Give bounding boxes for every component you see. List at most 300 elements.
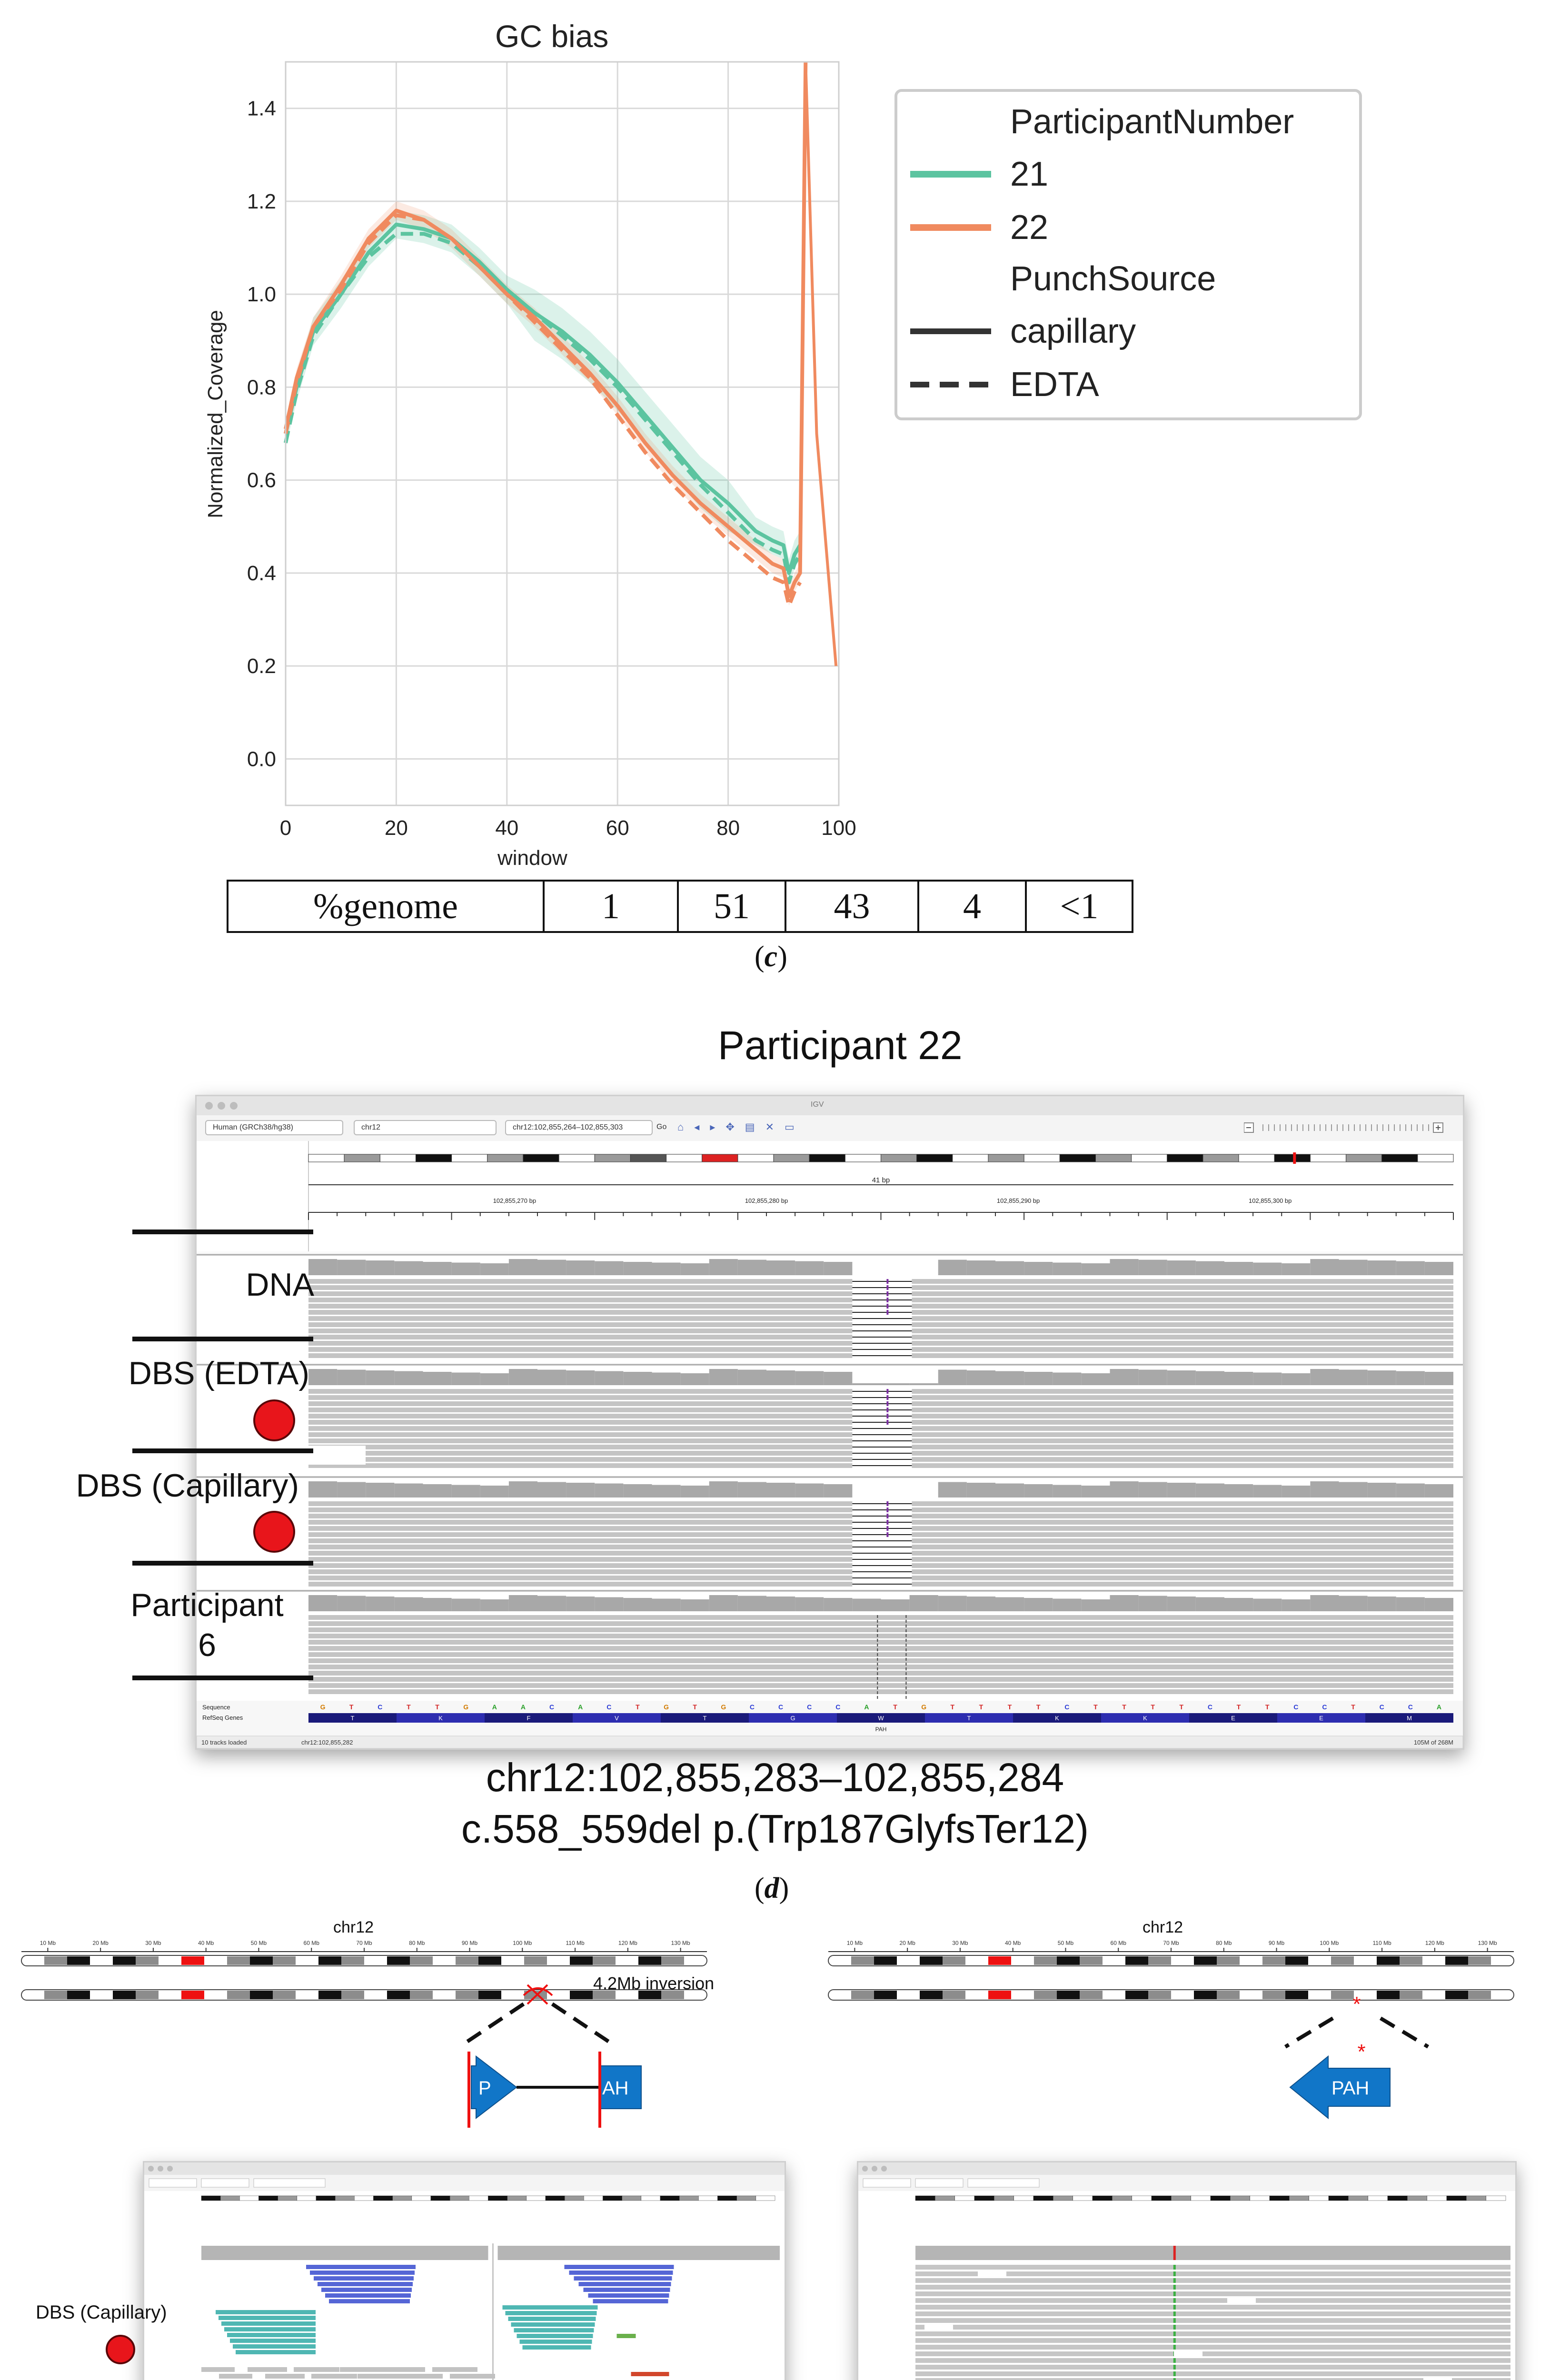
coverage-area (915, 2246, 1510, 2260)
legend-style-title: PunchSource (1010, 260, 1216, 298)
read-gap (924, 2325, 953, 2330)
coverage-bar (995, 1371, 1024, 1386)
amino-acid-label: K (1143, 1715, 1147, 1722)
mb-ruler-label: 30 Mb (145, 1940, 161, 1946)
chromosome-band (1194, 1956, 1217, 1965)
zoom-dash (467, 2004, 524, 2042)
mini-ideogram-band (1132, 2196, 1152, 2201)
coverage-bar (967, 1370, 995, 1385)
read (912, 1576, 1453, 1580)
coverage-bar (1081, 1486, 1110, 1497)
sequence-base: T (950, 1703, 955, 1711)
read-gap (1227, 2298, 1256, 2303)
ideogram-band (523, 1154, 559, 1162)
mini-ideogram-band (354, 2196, 373, 2201)
read (308, 1507, 852, 1512)
snv-star: * (1352, 1993, 1361, 2016)
read (912, 1408, 1453, 1412)
chromosome-band (1377, 1956, 1400, 1965)
mini-ideogram-band (507, 2196, 527, 2201)
mb-ruler-label: 90 Mb (461, 1940, 478, 1946)
mini-ideogram-band (1014, 2196, 1033, 2201)
coverage-bar (1368, 1370, 1396, 1385)
read (308, 1689, 1453, 1694)
mini-ideogram-band (756, 2196, 775, 2201)
coverage-bar (1053, 1485, 1081, 1498)
coverage-bar (1253, 1599, 1282, 1612)
chromosome-band (1468, 1991, 1491, 1999)
chromosome-band (1057, 1991, 1080, 1999)
read (308, 1310, 852, 1315)
coverage-bar (1425, 1484, 1453, 1497)
mini-ideogram-band (1112, 2196, 1132, 2201)
read (308, 1291, 852, 1296)
locus-input[interactable]: chr12:102,855,264–102,855,303 (505, 1120, 653, 1135)
snv-base (1173, 2298, 1176, 2303)
coverage-bar (1196, 1484, 1224, 1498)
mini-genome-box (149, 2179, 197, 2187)
ideogram-locus-marker (1293, 1152, 1296, 1164)
deletion-marker (886, 1279, 888, 1284)
read-gap (1174, 2351, 1202, 2356)
igv-window-snv[interactable] (857, 2161, 1517, 2380)
igv-tracks[interactable] (197, 1141, 1463, 1748)
coverage-bar (1024, 1598, 1053, 1611)
go-button[interactable]: Go (656, 1123, 667, 1131)
coverage-bar (1139, 1596, 1167, 1612)
sequence-base: C (778, 1703, 784, 1711)
mini-ideogram-band (1230, 2196, 1250, 2201)
read (308, 1671, 1453, 1676)
chromosome-band (44, 1991, 67, 1999)
gray-read (340, 2367, 392, 2372)
coverage-bar (452, 1485, 480, 1498)
coverage-bar (1110, 1481, 1139, 1497)
chromosome-band (136, 1956, 159, 1965)
read (308, 1582, 852, 1587)
coverage-bar (595, 1597, 623, 1612)
blue-read (565, 2265, 674, 2269)
variant-hgvs: c.558_559del p.(Trp187GlyfsTer12) (461, 1806, 1089, 1851)
ideogram-band (702, 1154, 738, 1162)
coverage-bar (995, 1597, 1024, 1612)
chromosome-band (318, 1956, 341, 1965)
mini-ideogram-band (915, 2196, 935, 2201)
mini-ideogram-band (469, 2196, 488, 2201)
chromosome-band (250, 1956, 273, 1965)
gray-read (915, 2311, 1510, 2316)
chromosome-band (1148, 1991, 1171, 1999)
mini-ideogram-band (297, 2196, 316, 2201)
coverage-bar (738, 1482, 766, 1498)
coverage-bar (480, 1373, 509, 1385)
amino-acid-label: G (790, 1715, 795, 1722)
status-bar (197, 1736, 1463, 1748)
read (308, 1615, 1453, 1620)
teal-read (511, 2322, 595, 2327)
sequence-base: G (320, 1703, 326, 1711)
coverage-bar (910, 1383, 938, 1385)
deletion-marker (886, 1389, 888, 1394)
gray-read (915, 2265, 1510, 2270)
panel-letter-c: (c) (755, 941, 787, 973)
chromosome-band (410, 1991, 433, 1999)
legend-entry-capillary: capillary (1010, 312, 1136, 350)
mini-ideogram-band (1191, 2196, 1211, 2201)
y-tick-label: 0.8 (247, 376, 276, 399)
ideogram-band (953, 1154, 988, 1162)
mb-ruler-label: 70 Mb (1163, 1940, 1179, 1946)
y-tick-label: 0.0 (247, 747, 276, 771)
read (308, 1545, 852, 1549)
ideogram-band (1239, 1154, 1274, 1162)
coverage-bar (308, 1369, 337, 1385)
mini-window-dot (881, 2166, 887, 2172)
mini-ideogram-band (316, 2196, 335, 2201)
span-label: 41 bp (872, 1176, 890, 1184)
coverage-bar (1396, 1597, 1425, 1612)
sequence-base: T (1122, 1703, 1126, 1711)
window-close-dot[interactable] (205, 1102, 213, 1110)
mini-title-bar (144, 2162, 785, 2175)
coverage-bar (852, 1383, 881, 1385)
read (308, 1335, 852, 1339)
chromosome-band (1445, 1991, 1468, 1999)
mini-genome-box (863, 2179, 911, 2187)
refseq-label: RefSeq Genes (202, 1714, 243, 1721)
chromosome-band (341, 1956, 364, 1965)
mb-ruler-label: 80 Mb (1216, 1940, 1232, 1946)
chromosome-band (1400, 1991, 1422, 1999)
sequence-base: A (492, 1703, 497, 1711)
coverage-bar (1396, 1484, 1425, 1498)
chromosome-band (273, 1956, 296, 1965)
coverage-bar (1196, 1261, 1224, 1276)
coverage-bar (766, 1370, 795, 1385)
gray-read (915, 2331, 1510, 2336)
mini-ideogram-band (1388, 2196, 1407, 2201)
snv-coverage-marker (1173, 2246, 1176, 2260)
gray-read (915, 2351, 1510, 2356)
teal-read (517, 2334, 593, 2338)
read (308, 1551, 852, 1556)
chromosome-band (1125, 1991, 1148, 1999)
sequence-base: G (721, 1703, 726, 1711)
sequence-base: T (1179, 1703, 1184, 1711)
mini-ideogram-band (974, 2196, 994, 2201)
read (912, 1420, 1453, 1425)
read (912, 1353, 1453, 1358)
read (308, 1658, 1453, 1663)
coverage-bar (681, 1599, 709, 1611)
coverage-bar (423, 1484, 452, 1497)
coverage-bar (509, 1595, 537, 1611)
read (912, 1457, 1453, 1462)
coverage-bar (709, 1369, 738, 1385)
chromosome-band (67, 1991, 90, 1999)
blue-read (584, 2288, 670, 2292)
coverage-bar (738, 1596, 766, 1612)
mini-ideogram-band (1309, 2196, 1329, 2201)
coverage-bar (881, 1383, 910, 1385)
read (308, 1640, 1453, 1645)
snv-base (1173, 2358, 1176, 2363)
sequence-base: T (435, 1703, 439, 1711)
coverage-bar (1368, 1260, 1396, 1275)
ruler-tick-label: 102,855,300 bp (1249, 1197, 1292, 1204)
mb-ruler-label: 120 Mb (618, 1940, 637, 1946)
chromosome-band (1034, 1956, 1057, 1965)
status-memory: 105M of 268M (1413, 1739, 1453, 1746)
genome-table-cell: 51 (678, 881, 785, 932)
chromosome-band (1057, 1956, 1080, 1965)
coverage-bar (452, 1599, 480, 1612)
ideogram-band (1274, 1154, 1310, 1162)
deletion-marker (886, 1408, 888, 1412)
read (308, 1329, 852, 1333)
coverage-bar (795, 1597, 824, 1612)
deletion-marker (886, 1514, 888, 1518)
chromosome-band (593, 1956, 616, 1965)
snv-base (1173, 2305, 1176, 2310)
read (912, 1451, 1453, 1456)
chrom-label-left: chr12 (333, 1918, 374, 1936)
gray-read (265, 2374, 305, 2379)
coverage-bar (1196, 1371, 1224, 1386)
chromosome-band (181, 1991, 204, 1999)
coverage-bar (1081, 1373, 1110, 1385)
mini-chrom-box (915, 2179, 963, 2187)
read-gap (1423, 2378, 1452, 2380)
coverage-bar (394, 1597, 423, 1612)
mb-ruler-label: 110 Mb (566, 1940, 585, 1946)
gray-read (915, 2371, 1510, 2376)
sequence-base: C (807, 1703, 812, 1711)
mb-ruler-label: 20 Mb (899, 1940, 915, 1946)
read (308, 1426, 852, 1431)
read (912, 1329, 1453, 1333)
coverage-bar (337, 1370, 366, 1386)
y-tick-label: 1.0 (247, 283, 276, 307)
coverage-bar (795, 1484, 824, 1498)
sequence-base: T (1151, 1703, 1155, 1711)
coverage-bar (366, 1597, 394, 1611)
coverage-bar (1282, 1373, 1310, 1385)
coverage-bar (1425, 1262, 1453, 1275)
ideogram-band (1167, 1154, 1203, 1162)
teal-read (219, 2316, 316, 2320)
deletion-marker (886, 1501, 888, 1506)
coverage-bar (681, 1486, 709, 1497)
coverage-bar (1110, 1369, 1139, 1385)
mb-ruler-label: 80 Mb (409, 1940, 425, 1946)
mini-chrom-box (201, 2179, 249, 2187)
chromosome-band (227, 1991, 250, 1999)
read (912, 1341, 1453, 1346)
chromosome-band (1285, 1956, 1308, 1965)
read (308, 1420, 852, 1425)
coverage-bar (1425, 1372, 1453, 1385)
mb-ruler-label: 60 Mb (1110, 1940, 1126, 1946)
igv-window-inversion[interactable] (143, 2161, 786, 2380)
coverage-bar (423, 1372, 452, 1385)
chromosome-select[interactable]: chr12 (354, 1120, 497, 1135)
genome-select[interactable]: Human (GRCh38/hg38) (205, 1120, 343, 1135)
sequence-base: C (835, 1703, 841, 1711)
mb-ruler-label: 10 Mb (846, 1940, 863, 1946)
coverage-bar (1139, 1370, 1167, 1386)
mb-ruler-label: 40 Mb (1005, 1940, 1021, 1946)
coverage-bar (1339, 1260, 1368, 1276)
coverage-bar (795, 1371, 824, 1386)
chromosome-band (387, 1991, 410, 1999)
window-zoom-dot[interactable] (230, 1102, 238, 1110)
ruler-tick-label: 102,855,290 bp (996, 1197, 1040, 1204)
chromosome-band (988, 1956, 1011, 1965)
coverage-bar (1425, 1598, 1453, 1611)
sequence-base: C (378, 1703, 383, 1711)
gray-read (915, 2325, 1510, 2330)
ideogram-band (452, 1154, 487, 1162)
chromosome-band (1377, 1991, 1400, 1999)
read (912, 1563, 1453, 1568)
gray-read (915, 2338, 1510, 2343)
snv-base (1173, 2345, 1176, 2350)
coverage-bar (1196, 1597, 1224, 1612)
read (912, 1463, 1453, 1468)
mini-ideogram-band (622, 2196, 641, 2201)
teal-read (508, 2317, 596, 2321)
coverage-bar (1167, 1483, 1196, 1497)
mini-ideogram-band (641, 2196, 660, 2201)
read (308, 1646, 1453, 1651)
snv-base (1173, 2365, 1176, 2370)
coverage-bar (681, 1373, 709, 1385)
chromosome-band (341, 1991, 364, 1999)
blue-read (579, 2282, 671, 2286)
row-label-dna: DNA (246, 1267, 314, 1303)
igv-window-main[interactable] (195, 1095, 1464, 1750)
read (912, 1507, 1453, 1512)
sequence-base: G (463, 1703, 469, 1711)
window-minimize-dot[interactable] (218, 1102, 225, 1110)
coverage-bar (595, 1261, 623, 1276)
coverage-bar (623, 1598, 652, 1611)
gray-read (201, 2367, 235, 2372)
read (912, 1304, 1453, 1309)
chromosome-band (1148, 1956, 1171, 1965)
zoom-dash (1285, 2018, 1333, 2047)
amino-acid-label: V (615, 1715, 619, 1722)
ideogram-band (1310, 1154, 1346, 1162)
mb-ruler-label: 10 Mb (40, 1940, 56, 1946)
mini-ideogram-band (335, 2196, 354, 2201)
read (308, 1432, 852, 1437)
ideogram-band (1203, 1154, 1239, 1162)
coverage-bar (938, 1482, 967, 1498)
blue-read (588, 2293, 669, 2298)
mini-ideogram-band (565, 2196, 584, 2201)
red-dot-e (106, 2335, 135, 2364)
toolbar-icons[interactable]: ⌂◂▸✥▤✕▭ (677, 1121, 805, 1133)
coverage-bar (1253, 1373, 1282, 1386)
gray-read (915, 2318, 1510, 2323)
mini-window-dot (872, 2166, 877, 2172)
teal-read (514, 2328, 594, 2332)
ideogram-band (774, 1154, 809, 1162)
mini-window-dot (148, 2166, 154, 2172)
mini-ideogram-band (1348, 2196, 1368, 2201)
coverage-bar (795, 1261, 824, 1276)
ideogram-band (416, 1154, 451, 1162)
read (308, 1520, 852, 1525)
sequence-base: A (1436, 1703, 1441, 1711)
sequence-base: A (578, 1703, 583, 1711)
read (912, 1557, 1453, 1562)
read (308, 1389, 852, 1394)
snv-base (1173, 2338, 1176, 2343)
read (308, 1463, 852, 1468)
status-tracks: 10 tracks loaded (201, 1739, 247, 1746)
coverage-bar (1224, 1484, 1253, 1497)
x-axis-label: window (497, 846, 567, 870)
coverage-bar (366, 1260, 394, 1275)
chromosome-band (874, 1991, 897, 1999)
amino-acid-label: F (527, 1715, 531, 1722)
x-tick-label: 40 (495, 816, 519, 840)
chromosome-band (67, 1956, 90, 1965)
teal-read (221, 2321, 316, 2326)
coverage-bar (910, 1595, 938, 1611)
snv-base (1173, 2291, 1176, 2296)
coverage-bar (1339, 1482, 1368, 1498)
chromosome-band (387, 1956, 410, 1965)
mini-ideogram-band (239, 2196, 258, 2201)
green-read (617, 2334, 636, 2338)
row-separator (132, 1676, 313, 1680)
ideogram-band (1060, 1154, 1095, 1162)
mini-ideogram-band (527, 2196, 546, 2201)
coverage-bar (394, 1261, 423, 1276)
mb-ruler-label: 40 Mb (198, 1940, 214, 1946)
gene-pah-label: PAH (1331, 2078, 1370, 2099)
read (912, 1438, 1453, 1443)
coverage-bar (652, 1485, 681, 1498)
snv-base (1173, 2278, 1176, 2283)
read (308, 1569, 852, 1574)
deletion-marker (886, 1532, 888, 1537)
chromosome-band (988, 1991, 1011, 1999)
read (308, 1408, 852, 1412)
mb-ruler-label: 110 Mb (1372, 1940, 1391, 1946)
sequence-base: G (664, 1703, 669, 1711)
chromosome-band (456, 1991, 478, 1999)
coverage-bar (709, 1481, 738, 1497)
read (912, 1298, 1453, 1302)
coverage-bar (595, 1484, 623, 1498)
read (912, 1520, 1453, 1525)
read (912, 1526, 1453, 1531)
genome-table-header: %genome (228, 881, 544, 932)
chromosome-band (661, 1956, 684, 1965)
amino-acid-label: T (967, 1715, 971, 1722)
teal-read (236, 2350, 316, 2354)
zoom-slider[interactable] (1244, 1122, 1444, 1133)
coverage-bar (1339, 1596, 1368, 1612)
sequence-label: Sequence (202, 1704, 230, 1711)
gray-read (294, 2367, 339, 2372)
mini-locus-box (254, 2179, 325, 2187)
